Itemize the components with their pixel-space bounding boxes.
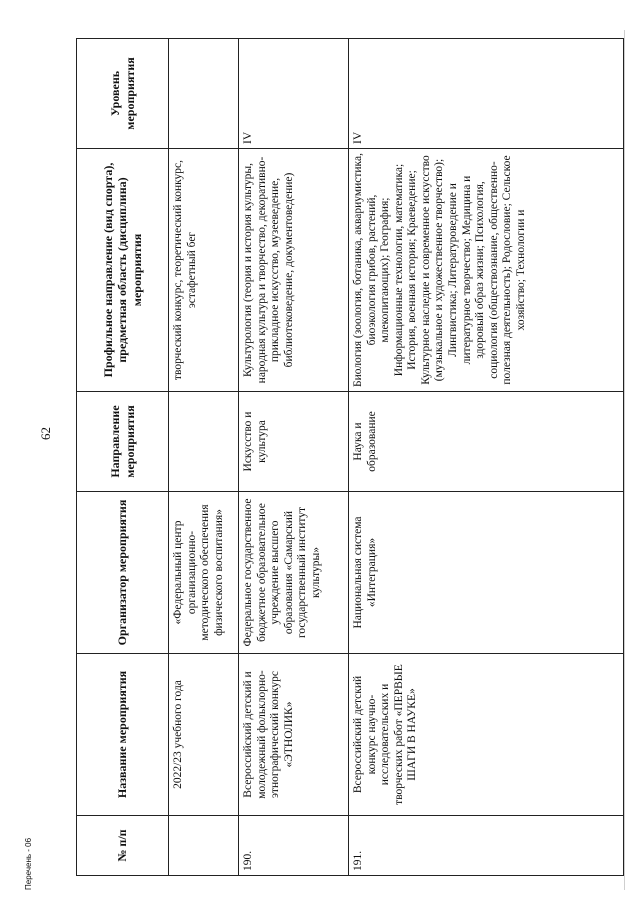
page-number: 62 [38, 427, 53, 440]
cell-level [169, 39, 239, 149]
table-header-row [77, 39, 169, 876]
cell-profile: Культурология (теория и история культуры, народная культура и творчество, декоративно-прикладное искусство, музееведение, библиотековедение, документоведение) [239, 149, 349, 392]
cell-name: 2022/23 учебного года [169, 654, 239, 816]
header-organizer: Организатор мероприятия [77, 492, 169, 654]
cell-name: Всероссийский детский конкурс научно-исследовательских и творческих работ «ПЕРВЫЕ ШАГИ В НАУКЕ» [349, 654, 624, 816]
cell-name: Всероссийский детский и молодежный фольклорно-этнографический конкурс «ЭТНОЛИК» [239, 654, 349, 816]
header-num: № п/п [77, 816, 169, 876]
events-table [76, 38, 624, 876]
cell-organizer: «Федеральный центр организационно-методического обеспечения физического воспитания» [169, 492, 239, 654]
header-profile: Профильное направление (вид спорта), предметная область (дисциплина) мероприятия [77, 149, 169, 392]
table-row [169, 39, 239, 876]
scan-edge-line [624, 30, 625, 890]
cell-direction: Искусство и культура [239, 392, 349, 492]
cell-level: IV [349, 39, 624, 149]
cell-num: 190. [239, 816, 349, 876]
cell-profile: творческий конкурс, теоретический конкурс, эстафетный бег [169, 149, 239, 392]
footer-text: Перечень - 06 [24, 837, 33, 890]
cell-organizer: Национальная система «Интеграция» [349, 492, 624, 654]
cell-num: 191. [349, 816, 624, 876]
rotated-table [76, 41, 624, 876]
cell-organizer: Федеральное государственное бюджетное образовательное учреждение высшего образования «Самарский государственный институт культуры» [239, 492, 349, 654]
cell-direction: Наука и образование [349, 392, 624, 492]
cell-level: IV [239, 39, 349, 149]
table-row [349, 39, 624, 876]
cell-direction [169, 392, 239, 492]
cell-profile: Биология (зоология, ботаника, аквариумистика, биоэкология грибов, растений, млекопитающих); География; Информационные технологии, математика; История, военная история; Краеведение; Культурное наследие и современное искусство (музыкальное и художественное творчество); Лингвистика; Литературоведение и литературное творчество; Медицина и здоровый образ жизни; Психология, социология (обществознание, общественно-полезная деятельность); Родословие; Сельское хозяйство; Технологии и [349, 149, 624, 392]
table-row [239, 39, 349, 876]
header-name: Название мероприятия [77, 654, 169, 816]
header-level: Уровень мероприятия [77, 39, 169, 149]
cell-num [169, 816, 239, 876]
header-direction: Направление мероприятия [77, 392, 169, 492]
